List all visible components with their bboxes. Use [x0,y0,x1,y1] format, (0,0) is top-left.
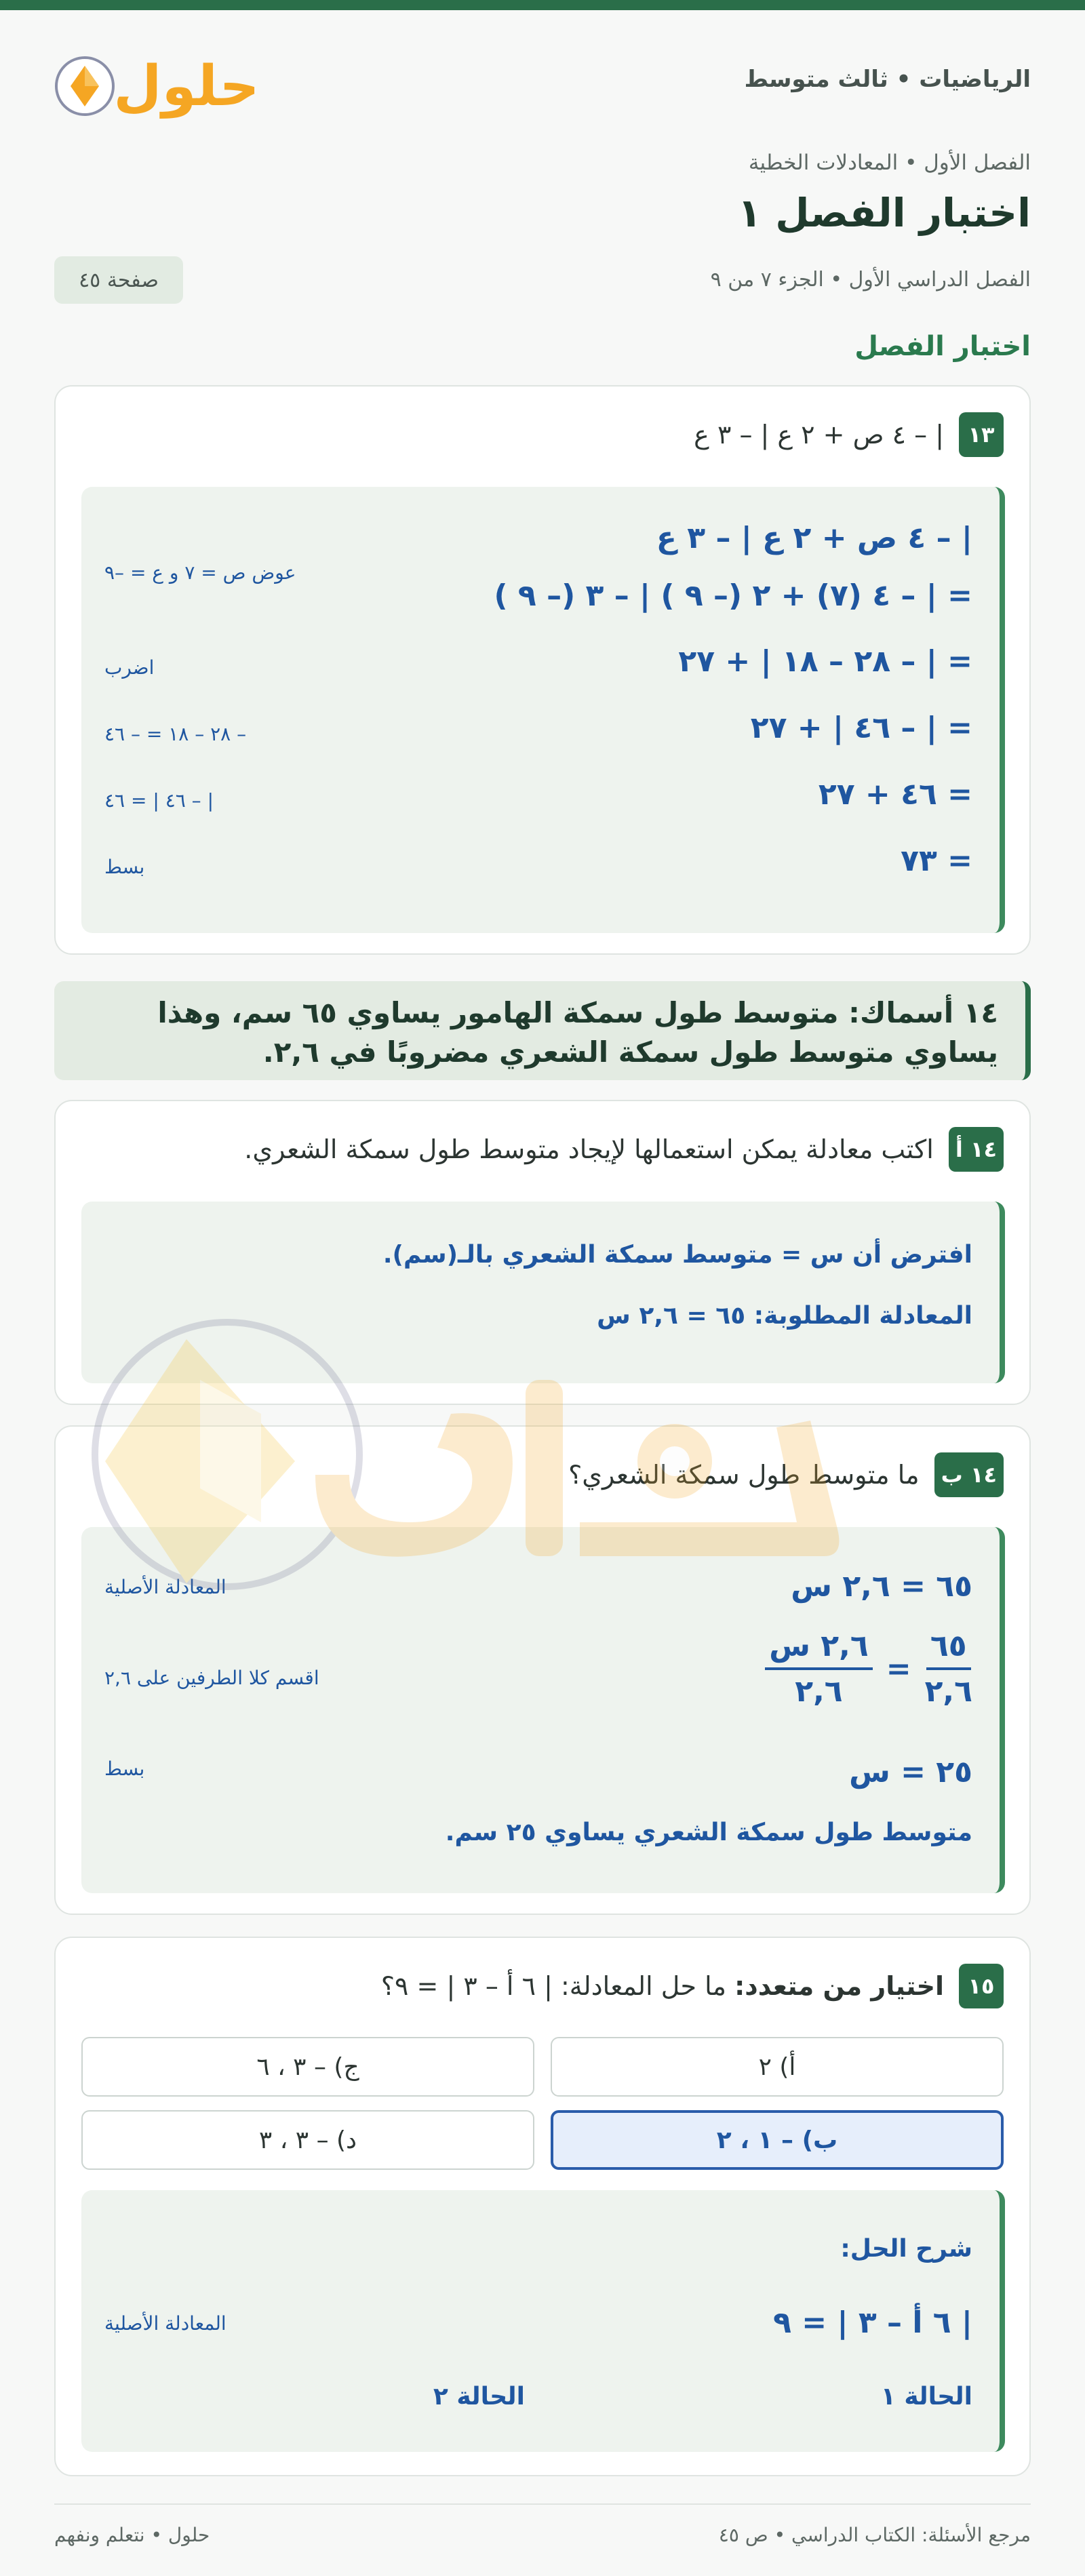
solution-box [81,1527,1005,1893]
solution-step: ٦٥ = ٢,٦ س [791,1569,972,1604]
solution-line: المعادلة المطلوبة: ٦٥ = ٢,٦ س [597,1302,972,1330]
solution-box [81,2190,1005,2452]
step-note: بسط [104,1758,145,1780]
question-card-15 [54,1937,1031,2476]
solution-conclusion: متوسط طول سمكة الشعري يساوي ٢٥ سم. [445,1819,972,1846]
question-number: ١٥ [959,1964,1004,2008]
question-card-13 [54,385,1031,955]
question-type-label: اختيار من متعدد: [734,1971,944,2001]
option-d[interactable]: د) – ٣ ، ٣ [81,2110,534,2170]
question-number: ١٤ ب [934,1452,1004,1497]
page-header [54,44,1031,125]
footer-brand: حلول • نتعلم ونفهم [54,2524,210,2546]
solution-equation: | ٦ أ – ٣ | = ٩ [773,2305,972,2340]
numerator: ٦٥ [926,1629,971,1670]
solution-step: | – ٤ ص + ٢ ع | – ٣ ع [656,521,972,555]
option-c[interactable]: ج) – ٣ ، ٦ [81,2037,534,2097]
solution-step: = | – ٢٨ – ١٨ | + ٢٧ [678,644,972,679]
fraction-left [925,1629,972,1709]
footer-divider [54,2503,1031,2505]
numerator: ٢,٦ س [765,1629,872,1670]
step-note: | – ٤٦ | = ٤٦ [104,789,214,812]
page-title: اختبار الفصل ١ [737,190,1031,236]
solution-step: = | – ٤ (٧) + ٢ (– ٩ ) | – ٣ (– ٩ ) [494,578,972,613]
case-1-label: الحالة ١ [880,2383,972,2411]
solution-step: = ٤٦ + ٢٧ [818,777,972,812]
subject-label: الرياضيات • ثالث متوسط [744,66,1031,93]
question-prompt: اكتب معادلة يمكن استعمالها لإيجاد متوسط طول سمكة الشعري. [244,1134,934,1164]
solution-step: = ٧٣ [901,844,972,878]
question-number: ١٣ [959,412,1004,457]
top-accent-bar [0,0,1085,10]
solution-step: = | – ٤٦ | + ٢٧ [750,711,972,745]
solution-line: افترض أن س = متوسط سمكة الشعري بالـ(سم). [382,1241,972,1269]
question-prompt: | – ٤ ص + ٢ ع | – ٣ ع [694,420,944,450]
denominator: ٢,٦ [924,1674,972,1709]
case-2-label: الحالة ٢ [433,2383,525,2411]
question-header [381,1964,1004,2008]
question-text: ما حل المعادلة: | ٦ أ – ٣ | = ٩؟ [380,1971,726,2001]
question-prompt: ما متوسط طول سمكة الشعري؟ [568,1460,920,1490]
question-header [694,412,1004,457]
section-title: اختبار الفصل [854,331,1031,362]
step-note: بسط [104,856,145,878]
step-note: عوض ص = ٧ و ع = –٩ [104,561,296,584]
logo-icon [54,44,258,125]
question-14-callout: ١٤ أسماك: متوسط طول سمكة الهامور يساوي ٦٥ سم، وهذا يساوي متوسط طول سمكة الشعري مضروبًا في ٢,٦. [54,981,1031,1080]
footer-reference: مرجع الأسئلة: الكتاب الدراسي • ص ٤٥ [718,2524,1031,2546]
solution-box [81,1202,1005,1383]
question-card-14b [54,1425,1031,1915]
question-header [568,1452,1004,1497]
step-note: المعادلة الأصلية [104,1576,226,1598]
question-header [244,1127,1004,1172]
fraction-step [765,1629,972,1709]
chapter-label: الفصل الأول • المعادلات الخطية [748,151,1031,175]
question-prompt [381,1971,944,2001]
brand-logo[interactable] [54,44,258,125]
solution-box [81,487,1005,933]
fraction-right [765,1629,872,1709]
logo-wordmark: حلول [113,54,258,119]
question-number: ١٤ أ [949,1127,1004,1172]
step-note: اقسم كلا الطرفين على ٢,٦ [104,1667,319,1689]
solution-title: شرح الحل: [840,2235,972,2263]
page-number-badge: صفحة ٤٥ [54,256,183,304]
step-note: – ٢٨ – ١٨ = – ٤٦ [104,723,247,745]
step-note: اضرب [104,656,155,679]
step-note: المعادلة الأصلية [104,2312,226,2335]
option-b-selected[interactable]: ب) – ١ ، ٢ [551,2110,1004,2170]
solution-step: ٢٥ = س [849,1755,972,1789]
term-label: الفصل الدراسي الأول • الجزء ٧ من ٩ [710,268,1031,292]
option-a[interactable]: أ) ٢ [551,2037,1004,2097]
denominator: ٢,٦ [795,1674,843,1709]
equals-sign: = [886,1651,911,1686]
question-card-14a [54,1100,1031,1405]
